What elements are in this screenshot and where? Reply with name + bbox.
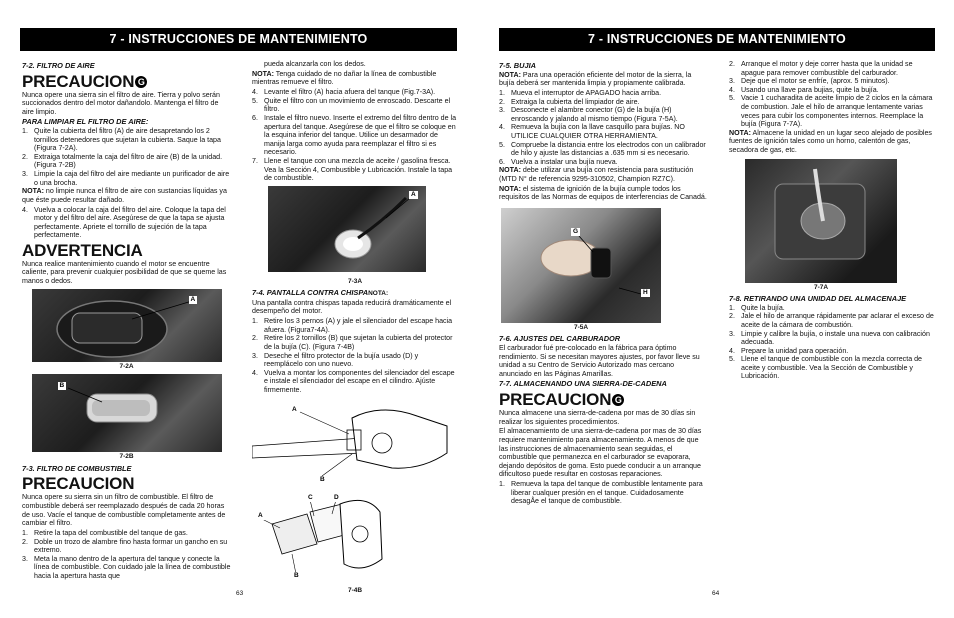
figure-caption: 7-5A: [573, 323, 589, 331]
list-item: 7. Llene el tanque con una mezcla de aceite / gasolina fresca. Vea la Sección 4, Combustible y Lubricación. Instale la tapa de combustible.: [252, 156, 453, 183]
note: NOTA: Para una operación eficiente del motor de la sierra, la bujía deberá ser mantenida limpia y propiamente calibrada.: [499, 70, 692, 88]
list-item: 2. Doble un trozo de alambre fino hasta formar un gancho en su extremo.: [22, 537, 228, 555]
figure-label: A: [292, 405, 297, 413]
list-item: 3. Deseche el filtro protector de la bujía usado (D) y reemplácelo con uno nuevo.: [252, 351, 419, 369]
list-item: 2. Extraiga totalmente la caja del filtro de aire (B) de la unidad. (Figura 7-2B): [22, 152, 223, 170]
figure-caption: 7-2A: [119, 362, 134, 370]
list-item: 5. Llene el tanque de combustible con la mezcla correcta de aceite y combustible. Vea la Sección de Combustible y Lubricación.: [729, 355, 922, 381]
figure-caption: 7-7A: [813, 283, 829, 291]
figure-label: H: [643, 288, 648, 296]
list-item: 5. Quite el filtro con un movimiento de enroscado. Descarte el filtro.: [252, 96, 451, 114]
caution-badge-icon: G: [135, 76, 147, 88]
list-item: 2. Arranque el motor y deje correr hasta que la unidad se apague para remover combustible del carburador.: [729, 60, 913, 77]
paragraph: pueda alcanzarla con los dedos.: [264, 60, 366, 68]
left-column-1: [22, 60, 231, 581]
list-item: 6. Vuelva a instalar una bujía nueva.: [499, 157, 618, 166]
caution-badge-icon: G: [612, 394, 624, 406]
list-item: 4. Vuelva a montar los componentes del silenciador del escape e instale el silenciador del escape en el cilindro. Ajúste firmemente.: [252, 368, 455, 394]
list-item: 4. Remueva la bujía con la llave casquillo para bujías. NO UTILICE CUALQUIER OTRA HERRAMIENTA.: [499, 123, 685, 140]
section-banner: 7 - INSTRUCCIONES DE MANTENIMIENTO: [499, 28, 935, 51]
list-item: 4. Usando una llave para bujias, quite la bujía.: [729, 85, 879, 94]
figure-label: G: [573, 227, 579, 235]
note: NOTA: Tenga cuidado de no dañar la línea de combustible mientras remueve el filtro.: [252, 69, 437, 87]
list-item: 4. Prepare la unidad para operación.: [729, 346, 849, 355]
paragraph: El carburador fué pre-colocado en la fábrica para óptimo rendimiento. Si se necesitan mayores ajustes, por favor lleve su unidad a su Centro de Servicio Autorizado mas cercano anunciado en las Páginas Amarillas.: [499, 344, 700, 378]
figure-7-4B-drawing: [252, 494, 452, 586]
caution-heading: PRECAUCION G: [499, 391, 707, 409]
figure-caption: 7-3A: [347, 277, 363, 285]
list-item: 3. Meta la mano dentro de la apertura del tanque y conecte la línea de combustible. Con cuidado jale la línea de combustible hacia la apertura hasta que: [22, 554, 231, 580]
list-item: 4. Vuelva a colocar la caja del filtro del aire. Coloque la tapa del motor y del filtro del aire. Asegúrese de que la tapa se ajusta perfectamente. Apriete el tornillo de sujeción de la tapa perfectamente.: [22, 205, 226, 240]
list-item: 3. Limpie y calibre la bujía, o instale una nueva con calibración adecuada.: [729, 329, 930, 347]
list-item: 1. Quite la cubierta del filtro (A) de aire desapretando los 2 tornillos detenedores que sujetan la cubierta. Saque la tapa (Figura 7-2A).: [22, 126, 221, 153]
list-item: 6. Instale el filtro nuevo. Inserte el extremo del filtro dentro de la apertura del tanque. Asegúrese de que el filtro se coloque en la esquina inferior del tanque. Utilice un desarmador de manija larga como ayuda para reemplazar el filtro si es necesario.: [252, 113, 457, 157]
figure-caption: 7-4B: [347, 586, 363, 594]
figure-7-3A-photo: [268, 186, 426, 272]
list-item: 1. Retire los 3 pernos (A) y jale el silenciador del escape hacia afuera. (Figura7-4A).: [252, 317, 453, 334]
paragraph: Nunca realice mantenimiento cuando el motor se encuentre caliente, para prevenir cualquier posibilidad de que se queme las manos o dedos.: [22, 259, 227, 286]
paragraph: Una pantalla contra chispas tapada reducirá dramáticamente el desempeño del motor.: [252, 298, 452, 316]
figure-label: C: [308, 493, 313, 501]
figure-label: A: [411, 190, 416, 198]
figure-label: B: [320, 475, 325, 483]
list-item: 2. Jale el hilo de arranque rápidamente par aclarar el exceso de aceite de la cámara de combustión.: [729, 312, 934, 329]
figure-7-2B-photo: [32, 374, 222, 452]
list-item: 2. Extraiga la cubierta del limpiador de aire.: [499, 97, 640, 106]
list-item: 4. Levante el filtro (A) hacia afuera del tanque (Fig.7-3A).: [252, 88, 436, 97]
left-column-2: [252, 60, 458, 598]
note: NOTA: el sistema de ignición de la bujía cumple todos los requisitos de las Normas de equipos de interferencias de Canadá.: [499, 184, 707, 202]
right-column-2: [729, 60, 935, 381]
right-column-1: [499, 60, 707, 506]
figure-7-7A-photo: [745, 159, 897, 283]
paragraph: Nunca opere una sierra sin el filtro de aire. Tierra y polvo serán succionados dentro del motor dañandolo. Mantenga el filtro de aire limpio.: [22, 90, 220, 116]
caution-heading: PRECAUCION G: [22, 73, 231, 91]
list-item: 1. Remueva la tapa del tanque de combustible lentamente para liberar cualquer presión en el tanque. Cuidadosamente desagÅe el tanque de combustible.: [499, 480, 703, 506]
figure-label: A: [190, 295, 196, 303]
list-item: 1. Quite la bujía.: [729, 303, 785, 312]
section-heading-7-6: 7-6. AJUSTES DEL CARBURADOR: [499, 334, 621, 344]
figure-label: D: [334, 493, 339, 501]
section-heading-7-5: 7-5. BUJIA: [499, 61, 536, 70]
figure-label: B: [294, 571, 299, 579]
paragraph: El almacenamiento de una sierra-de-cadena por mas de 30 días requiere mantenimiento para almacenamiento. A menos de que las instrucciones de almacenamiento sean seguidas, el combustible que permanezca en el carburador se evaporara, dejando depósitos de goma. Esto puede conducir a un arranque dificultoso puede resultar en costosas reparaciones.: [499, 427, 702, 479]
note: NOTA: debe utilizar una bujía con resistencia para sustitución (MTD N° de referencia 9295-310502, Champion RZ7C).: [499, 166, 694, 183]
section-heading-7-4: 7-4. PANTALLA CONTRA CHISPANOTA:: [252, 288, 389, 298]
section-heading-7-7: 7-7. ALMACENANDO UNA SIERRA-DE-CADENA: [499, 379, 667, 389]
list-item: 3. Limpie la caja del filtro del aire mediante un purificador de aire o una brocha.: [22, 169, 230, 187]
figure-7-5A-photo: [501, 208, 661, 323]
note: NOTA: no limpie nunca el filtro de aire con sustancias líquidas ya que éste puede resultar dañado.: [22, 187, 227, 204]
list-item: 5. Vacie 1 cucharadita de aceite limpio de 2 ciclos en la cámara de combustion. Jale el hilo de arranque lentamente varias veces para cubir los componentes internos. Reemplace la bujía (Figura 7-7A).: [729, 94, 933, 129]
figure-caption: 7-2B: [119, 453, 134, 461]
list-item: 3. Deje que el motor se enfríe, (aprox. 5 minutos).: [729, 77, 890, 86]
page-number: 64: [712, 590, 720, 597]
figure-7-4A-drawing: [252, 398, 452, 490]
note: NOTA: Almacene la unidad en un lugar seco alejado de posibles fuentes de ignición tales como un horno, calentón de gas, secadora de gas, etc.: [729, 128, 932, 154]
list-item: 1. Mueva el interruptor de APAGADO hacia arriba.: [499, 88, 662, 97]
section-banner: 7 - INSTRUCCIONES DE MANTENIMIENTO: [20, 28, 457, 51]
page-number: 63: [236, 590, 244, 597]
right-page: [477, 0, 954, 618]
list-item: 5. Compruebe la distancia entre los electrodos con un calibrador de hilo y ajuste las distancias a .635 mm si es necesario.: [499, 140, 706, 158]
list-item: 2. Retire los 2 tornillos (B) que sujetan la cubierta del protector de la bujía (C). (Figura 7-4B): [252, 334, 453, 352]
section-heading-7-8: 7-8. RETIRANDO UNA UNIDAD DEL ALMACENAJE: [729, 294, 907, 304]
warning-heading: ADVERTENCIA: [22, 240, 143, 260]
caution-heading: PRECAUCION: [22, 474, 135, 494]
figure-label: A: [258, 511, 263, 519]
section-heading-7-3: 7-3. FILTRO DE COMBUSTIBLE: [22, 463, 132, 473]
paragraph: Nunca almacene una sierra-de-cadena por mas de 30 días sin realizar los siguientes procedimientos.: [499, 409, 696, 426]
paragraph: Nunca opere su sierra sin un filtro de combustible. El filtro de combustible deberá ser reemplazado después de cada 20 horas de uso. Vacíe el tanque de combustible completamente antes de cambiar el filtro.: [22, 493, 226, 528]
figure-7-2A-photo: [32, 289, 222, 362]
list-item: 1. Retire la tapa del combustible del tanque de gas.: [22, 529, 188, 537]
figure-label: B: [59, 382, 65, 390]
section-heading-7-2: 7-2. FILTRO DE AIRE: [22, 61, 95, 70]
subheading-clean-filter: PARA LIMPIAR EL FILTRO DE AIRE:: [22, 117, 149, 127]
list-item: 3. Desconecte el alambre conector (G) de la bujía (H) enroscando y jalando al mismo tiempo (Figura 7-5A).: [499, 106, 678, 123]
